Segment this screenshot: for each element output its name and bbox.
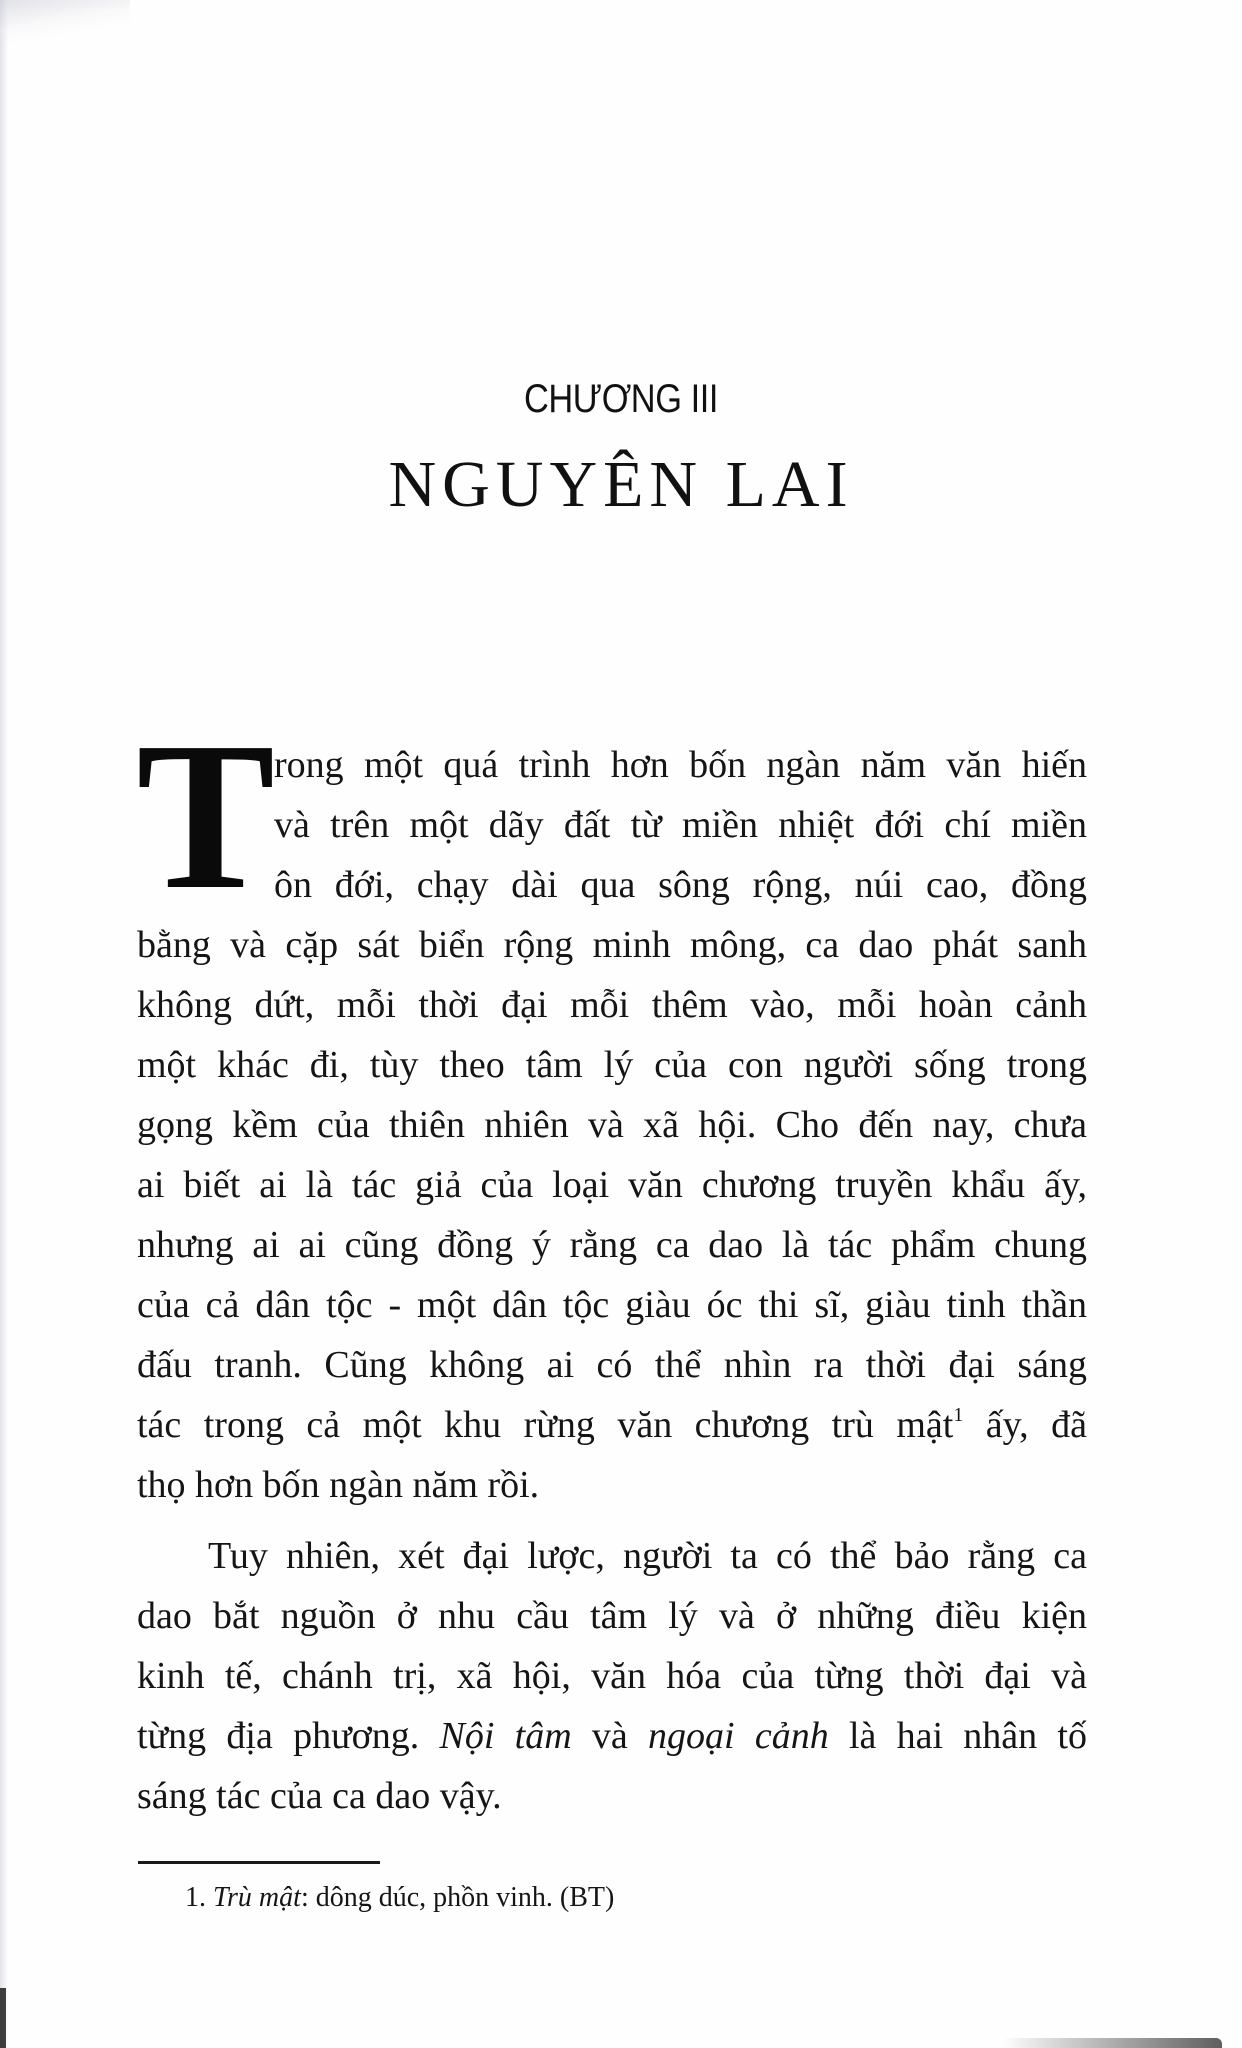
drop-cap: T — [136, 698, 275, 933]
text-line: Tuy nhiên, xét đại lược, người ta có thể bảo rằng ca — [208, 1535, 1087, 1577]
text-line: không dứt, mỗi thời đại mỗi thêm vào, mỗi hoàn cảnh — [137, 984, 1087, 1026]
page-bottom-shadow — [1002, 2038, 1222, 2048]
paragraph-2 — [137, 1526, 1087, 1826]
footnote-divider — [138, 1861, 380, 1864]
text-line: dao bắt nguồn ở nhu cầu tâm lý và ở những điều kiện — [137, 1595, 1087, 1637]
chapter-title: NGUYÊN LAI — [388, 448, 854, 521]
text-line: thọ hơn bốn ngàn năm rồi. — [137, 1464, 540, 1506]
page-bottom-left-shadow — [0, 1988, 6, 2048]
text-line: rong một quá trình hơn bốn ngàn năm văn hiến — [274, 744, 1087, 786]
text-segment: từng địa phương. — [137, 1715, 440, 1757]
page-corner-shadow — [0, 0, 130, 45]
paragraph-spacer — [137, 1515, 1087, 1526]
text-segment: ấy, đã — [963, 1404, 1088, 1446]
footnote-term: Trù mật — [213, 1882, 301, 1913]
text-line: kinh tế, chánh trị, xã hội, văn hóa của từng thời đại và — [137, 1655, 1087, 1697]
text-line-with-footnote-ref — [137, 1395, 1087, 1455]
text-line: ôn đới, chạy dài qua sông rộng, núi cao, đồng — [274, 864, 1087, 906]
text-line: và trên một dãy đất từ miền nhiệt đới chí miền — [274, 804, 1087, 846]
footnote-number: 1. — [185, 1882, 213, 1913]
footnote-reference[interactable]: 1 — [953, 1404, 964, 1426]
text-line: nhưng ai ai cũng đồng ý rằng ca dao là tác phẩm chung — [137, 1224, 1087, 1266]
text-line: đấu tranh. Cũng không ai có thể nhìn ra thời đại sáng — [137, 1344, 1087, 1386]
paragraph-1 — [136, 698, 1088, 1515]
text-line: gọng kềm của thiên nhiên và xã hội. Cho đến nay, chưa — [137, 1104, 1087, 1146]
text-line: một khác đi, tùy theo tâm lý của con người sống trong — [137, 1044, 1087, 1086]
text-line: sáng tác của ca dao vậy. — [137, 1775, 502, 1817]
page-edge-shadow — [0, 0, 8, 2048]
footnote-definition: : dông dúc, phồn vinh. (BT) — [300, 1882, 615, 1913]
text-line-with-emphasis — [137, 1706, 1087, 1766]
chapter-body — [136, 698, 1088, 1826]
text-line: ai biết ai là tác giả của loại văn chương truyền khẩu ấy, — [137, 1164, 1087, 1206]
footnote — [185, 1880, 614, 1916]
emphasis-noi-tam: Nội tâm — [439, 1715, 572, 1757]
text-segment: tác trong cả một khu rừng văn chương trù mật — [137, 1404, 954, 1446]
text-line: của cả dân tộc - một dân tộc giàu óc thi sĩ, giàu tinh thần — [137, 1284, 1087, 1326]
text-segment: và — [571, 1715, 649, 1757]
text-segment: là hai nhân tố — [828, 1715, 1087, 1757]
text-line: bằng và cặp sát biển rộng minh mông, ca dao phát sanh — [137, 924, 1087, 966]
emphasis-ngoai-canh: ngoại cảnh — [648, 1715, 829, 1757]
chapter-number: CHƯƠNG III — [523, 377, 719, 421]
